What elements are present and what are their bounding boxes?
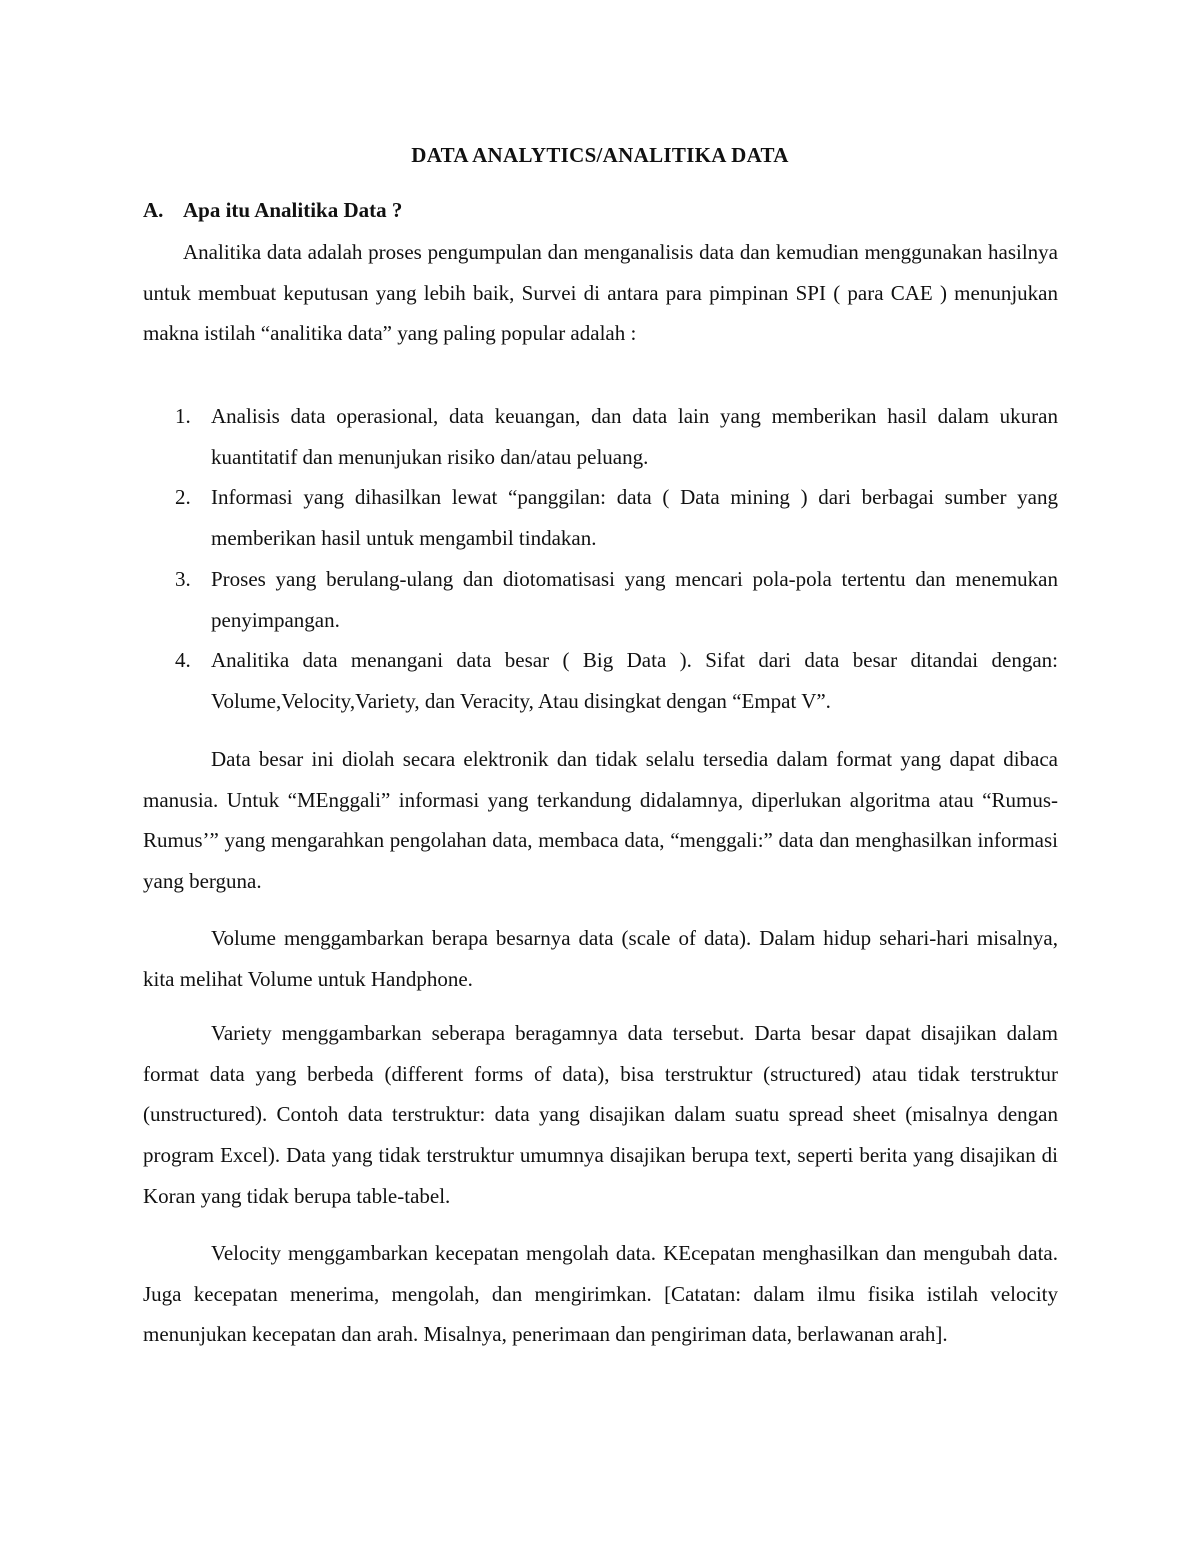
list-item-number: 2.: [175, 485, 191, 510]
paragraph-velocity: Velocity menggambarkan kecepatan mengolah data. KEcepatan menghasilkan dan mengubah data. Juga kecepatan menerima, mengolah, dan mengirimkan. [Catatan: dalam ilmu fisika istilah velocity menunjukan kecepatan dan arah. Misalnya, penerimaan dan pengiriman data, berlawanan arah].: [143, 1241, 1058, 1347]
list-item: [143, 477, 1058, 558]
list-item-text: Analitika data menangani data besar ( Big Data ). Sifat dari data besar ditandai dengan: Volume,Velocity,Variety, dan Veracity, Atau disingkat dengan “Empat V”.: [211, 648, 1058, 713]
list-item-text: Analisis data operasional, data keuangan, dan data lain yang memberikan hasil dalam ukuran kuantitatif dan menunjukan risiko dan/atau peluang.: [211, 404, 1058, 469]
list-item: [143, 396, 1058, 477]
paragraph-volume: Volume menggambarkan berapa besarnya data (scale of data). Dalam hidup sehari-hari misalnya, kita melihat Volume untuk Handphone.: [143, 926, 1058, 991]
section-letter: A.: [143, 198, 164, 222]
intro-paragraph: Analitika data adalah proses pengumpulan dan menganalisis data dan kemudian menggunakan hasilnya untuk membuat keputusan yang lebih baik, Survei di antara para pimpinan SPI ( para CAE ) menunjukan makna istilah “analitika data” yang paling popular adalah :: [143, 240, 1058, 346]
numbered-list: [143, 396, 1058, 722]
list-item-number: 1.: [175, 404, 191, 428]
paragraph-data-besar: Data besar ini diolah secara elektronik dan tidak selalu tersedia dalam format yang dapat dibaca manusia. Untuk “MEnggali” informasi yang terkandung didalamnya, diperlukan algoritma atau “Rumus-Rumus’” yang mengarahkan pengolahan data, membaca data, “menggali:” data dan menghasilkan informasi yang berguna.: [143, 747, 1058, 894]
list-item-number: 3.: [175, 566, 191, 591]
document-title: DATA ANALYTICS/ANALITIKA DATA: [411, 143, 789, 167]
section-heading: [143, 198, 402, 223]
list-item-text: Informasi yang dihasilkan lewat “panggilan: data ( Data mining ) dari berbagai sumber yang memberikan hasil untuk mengambil tindakan.: [211, 485, 1058, 551]
list-item: [143, 640, 1058, 721]
paragraph-variety: Variety menggambarkan seberapa beragamnya data tersebut. Darta besar dapat disajikan dalam format data yang berbeda (different forms of data), bisa terstruktur (structured) atau tidak terstruktur (unstructured). Contoh data terstruktur: data yang disajikan dalam suatu spread sheet (misalnya dengan program Excel). Data yang tidak terstruktur umumnya disajikan berupa text, seperti berita yang disajikan di Koran yang tidak berupa table-tabel.: [143, 1021, 1058, 1208]
list-item: [143, 559, 1058, 640]
section-heading-text: Apa itu Analitika Data ?: [183, 198, 403, 222]
list-item-text: Proses yang berulang-ulang dan diotomatisasi yang mencari pola-pola tertentu dan menemukan penyimpangan.: [211, 566, 1058, 632]
list-item-number: 4.: [175, 648, 191, 673]
